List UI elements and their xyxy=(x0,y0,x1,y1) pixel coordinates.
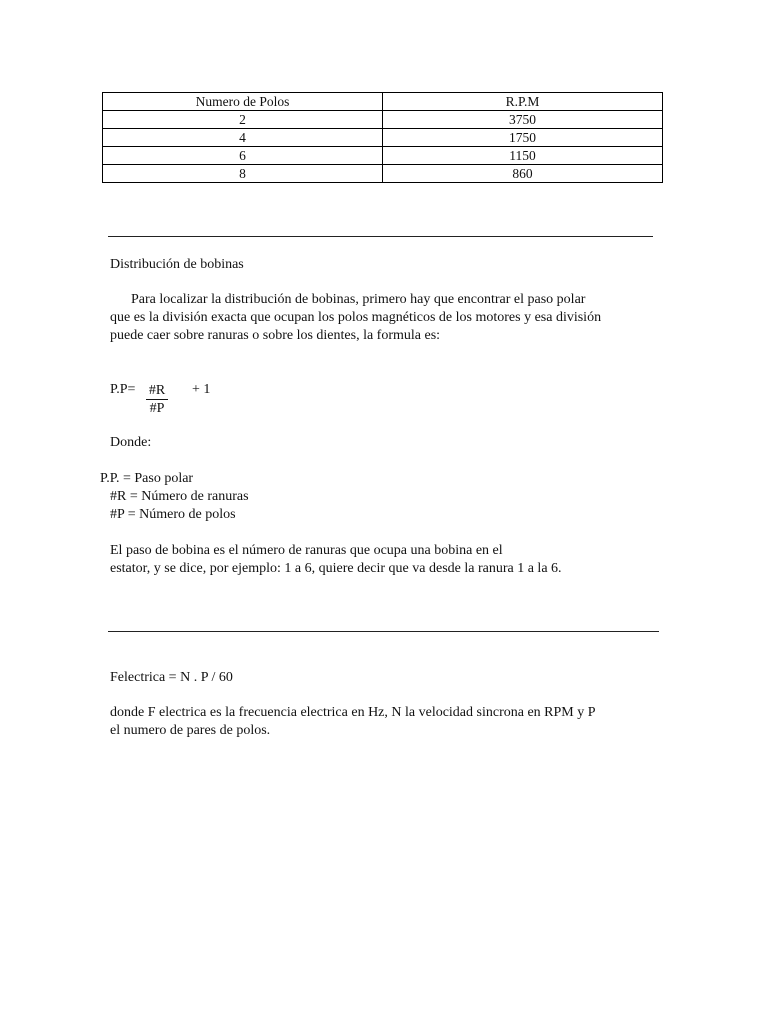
frecuencia-explanation-line-1: donde F electrica es la frecuencia electrica en Hz, N la velocidad sincrona en RPM y P xyxy=(110,705,596,720)
table-cell-polos: 8 xyxy=(103,165,383,183)
header-numero-de-polos: Numero de Polos xyxy=(103,93,383,111)
table-cell-polos: 6 xyxy=(103,147,383,165)
table-cell-polos: 4 xyxy=(103,129,383,147)
table-cell-rpm: 1150 xyxy=(383,147,663,165)
formula-lhs: P.P= xyxy=(110,382,136,397)
table-cell-polos: 2 xyxy=(103,111,383,129)
formula-denominator: #P xyxy=(149,401,165,416)
definition-paso-polar: P.P. = Paso polar xyxy=(100,471,194,486)
table-cell-rpm: 860 xyxy=(383,165,663,183)
table-cell-rpm: 3750 xyxy=(383,111,663,129)
formula-plus-one: + 1 xyxy=(192,382,211,397)
formula-numerator: #R xyxy=(146,382,168,400)
frecuencia-formula: Felectrica = N . P / 60 xyxy=(110,670,233,685)
paso-bobina-line-1: El paso de bobina es el número de ranuras que ocupa una bobina en el xyxy=(110,543,503,558)
paragraph-line-3: puede caer sobre ranuras o sobre los dientes, la formula es: xyxy=(110,328,441,343)
polos-rpm-table xyxy=(102,92,663,183)
table-header-row xyxy=(103,93,663,111)
table-row xyxy=(103,111,663,129)
paragraph-line-1: Para localizar la distribución de bobinas, primero hay que encontrar el paso polar xyxy=(131,292,586,307)
separator-line-1 xyxy=(108,236,653,237)
table-row xyxy=(103,147,663,165)
definition-numero-ranuras: #R = Número de ranuras xyxy=(110,489,249,504)
table-cell-rpm: 1750 xyxy=(383,129,663,147)
paragraph-line-2: que es la división exacta que ocupan los polos magnéticos de los motores y esa división xyxy=(110,310,602,325)
section-heading-distribucion: Distribución de bobinas xyxy=(110,257,244,272)
formula-fraction xyxy=(146,382,168,418)
table-row xyxy=(103,129,663,147)
frecuencia-explanation-line-2: el numero de pares de polos. xyxy=(110,723,271,738)
header-rpm: R.P.M xyxy=(383,93,663,111)
definition-numero-polos: #P = Número de polos xyxy=(110,507,236,522)
paso-bobina-line-2: estator, y se dice, por ejemplo: 1 a 6, quiere decir que va desde la ranura 1 a la 6. xyxy=(110,561,562,576)
donde-label: Donde: xyxy=(110,435,152,450)
table-row xyxy=(103,165,663,183)
separator-line-2 xyxy=(108,631,659,632)
